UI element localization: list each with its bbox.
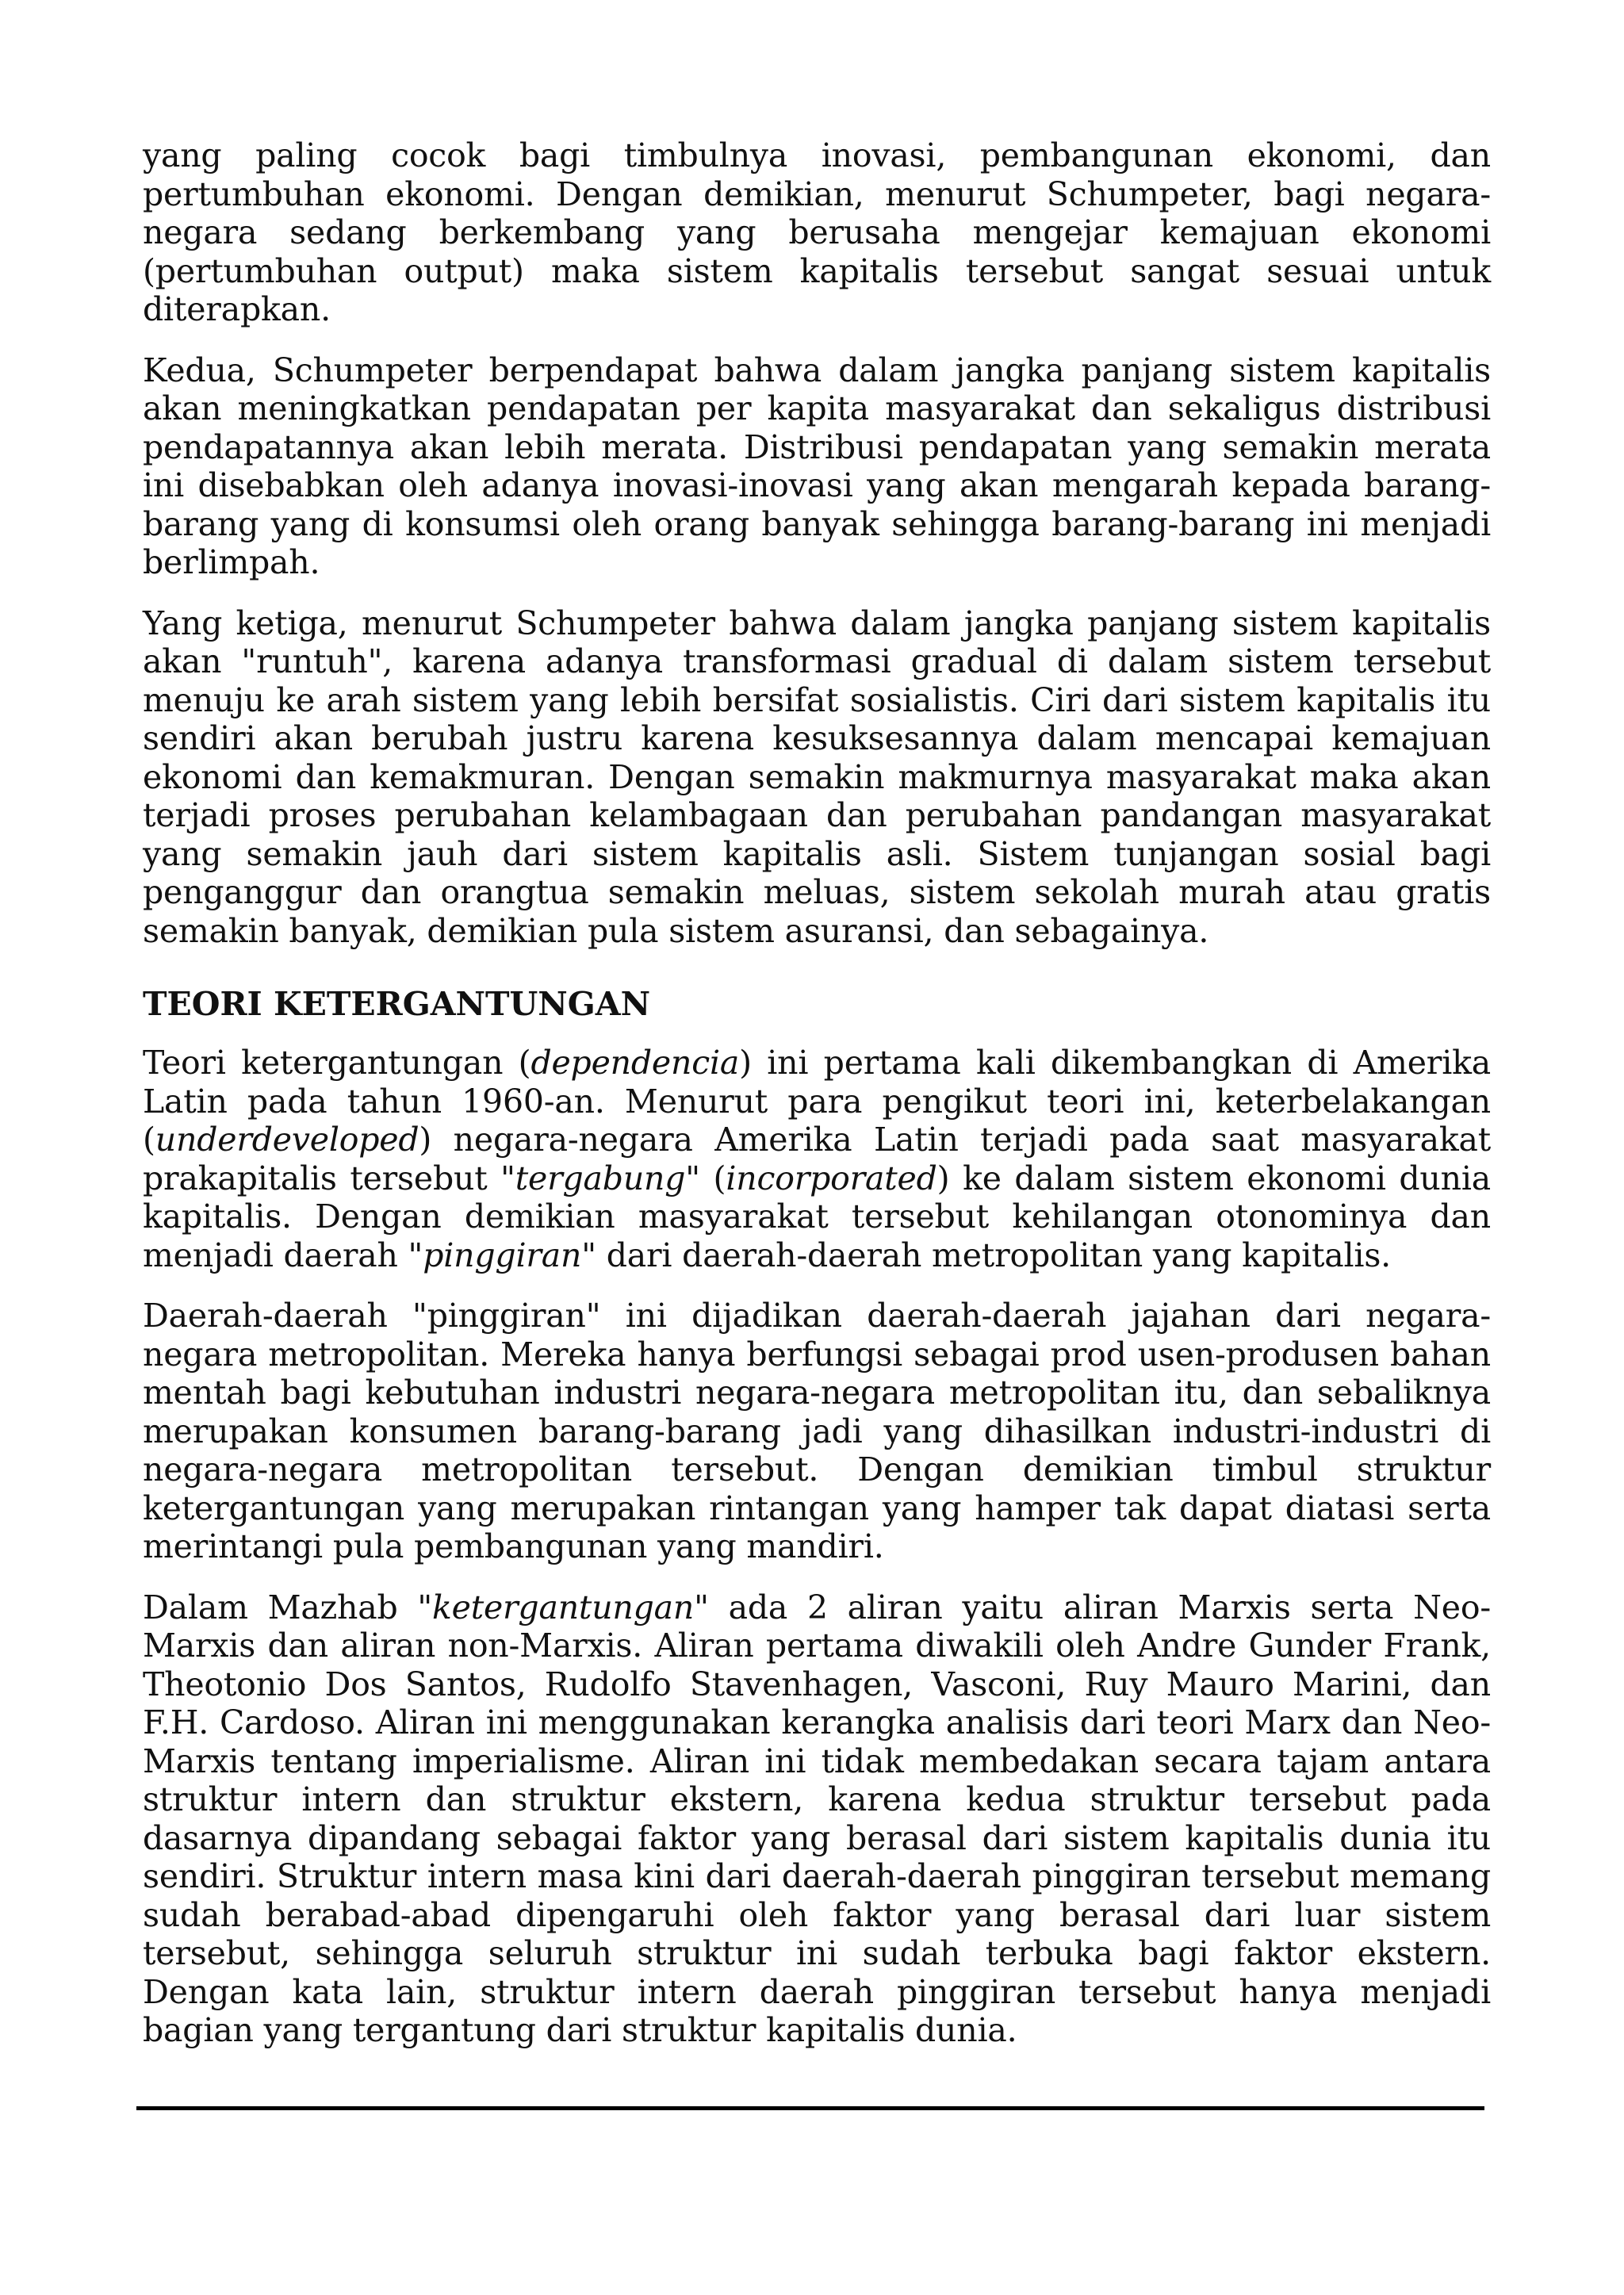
text-run: Dalam Mazhab " — [143, 1588, 432, 1626]
paragraph-pinggiran — [143, 1297, 1491, 1566]
italic-term: tergabung — [515, 1159, 686, 1197]
italic-term: underdeveloped — [155, 1121, 419, 1159]
section-heading: TEORI KETERGANTUNGAN — [143, 985, 651, 1023]
paragraph-schumpeter-ketiga — [143, 604, 1491, 951]
document-page — [143, 136, 1491, 2072]
italic-term: pinggiran — [423, 1236, 582, 1274]
text-run: Teori ketergantungan ( — [143, 1044, 531, 1082]
footer-divider — [136, 2106, 1484, 2110]
italic-term: incorporated — [726, 1159, 937, 1197]
text-run: Yang ketiga, menurut Schumpeter bahwa dalam jangka panjang sistem kapitalis akan "runtuh", karena adanya transformasi gradual di dalam sistem tersebut menuju ke arah sistem yang lebih bersifat sosialistis. Ciri dari sistem kapitalis itu sendiri akan berubah justru karena kesuksesannya dalam mencapai kemajuan ekonomi dan kemakmuran. Dengan semakin makmurnya masyarakat maka akan terjadi proses perubahan kelambagaan dan perubahan pandangan masyarakat yang semakin jauh dari sistem kapitalis asli. Sistem tunjangan sosial bagi penganggur dan orangtua semakin meluas, sistem sekolah murah atau gratis semakin banyak, demikian pula sistem asuransi, dan sebagainya. — [143, 603, 1491, 950]
text-run: Kedua, Schumpeter berpendapat bahwa dalam jangka panjang sistem kapitalis akan meningkatkan pendapatan per kapita masyarakat dan sekaligus distribusi pendapatannya akan lebih merata. Distribusi pendapatan yang semakin merata ini disebabkan oleh adanya inovasi-inovasi yang akan mengarah kepada barang-barang yang di konsumsi oleh orang banyak sehingga barang-barang ini menjadi berlimpah. — [143, 351, 1491, 581]
text-run: ) ini pertama kali dikembangkan di Amerika Latin pada tahun 1960-an. Menurut para pengikut teori ini, keterbelakangan ( — [143, 1044, 1491, 1159]
text-run: yang paling cocok bagi timbulnya inovasi, pembangunan ekonomi, dan pertumbuhan ekonomi. Dengan demikian, menurut Schumpeter, bagi negara-negara sedang berkembang yang berusaha mengejar kemajuan ekonomi (pertumbuhan output) maka sistem kapitalis tersebut sangat sesuai untuk diterapkan. — [143, 136, 1491, 328]
text-run: Daerah-daerah "pinggiran" ini dijadikan daerah-daerah jajahan dari negara-negara metropolitan. Mereka hanya berfungsi sebagai prod usen-produsen bahan mentah bagi kebutuhan industri negara-negara metropolitan itu, dan sebaliknya merupakan konsumen barang-barang jadi yang dihasilkan industri-industri di negara-negara metropolitan tersebut. Dengan demikian timbul struktur ketergantungan yang merupakan rintangan yang hamper tak dapat diatasi serta merintangi pula pembangunan yang mandiri. — [143, 1297, 1491, 1565]
paragraphs-bottom — [143, 1044, 1491, 2050]
paragraph-schumpeter-kedua — [143, 351, 1491, 582]
italic-term: ketergantungan — [431, 1588, 695, 1626]
text-run: " dari daerah-daerah metropolitan yang kapitalis. — [581, 1236, 1392, 1274]
paragraph-mazhab — [143, 1588, 1491, 2050]
text-run: ) negara-negara Amerika Latin terjadi pada saat masyarakat prakapitalis tersebut " — [143, 1121, 1491, 1197]
paragraph-schumpeter-first — [143, 136, 1491, 329]
text-run: " ( — [685, 1159, 726, 1197]
italic-term: dependencia — [530, 1044, 740, 1082]
text-run: ) ke dalam sistem ekonomi dunia kapitalis. Dengan demikian masyarakat tersebut kehilangan otonominya dan menjadi daerah " — [143, 1159, 1491, 1274]
paragraphs-top — [143, 136, 1491, 950]
paragraph-dependencia — [143, 1044, 1491, 1274]
text-run: " ada 2 aliran yaitu aliran Marxis serta Neo-Marxis dan aliran non-Marxis. Aliran pertama diwakili oleh Andre Gunder Frank, Theotonio Dos Santos, Rudolfo Stavenhagen, Vasconi, Ruy Mauro Marini, dan F.H. Cardoso. Aliran ini menggunakan kerangka analisis dari teori Marx dan Neo-Marxis tentang imperialisme. Aliran ini tidak membedakan secara tajam antara struktur intern dan struktur ekstern, karena kedua struktur tersebut pada dasarnya dipandang sebagai faktor yang berasal dari sistem kapitalis dunia itu sendiri. Struktur intern masa kini dari daerah-daerah pinggiran tersebut memang sudah berabad-abad dipengaruhi oleh faktor yang berasal dari luar sistem tersebut, sehingga seluruh struktur ini sudah terbuka bagi faktor ekstern. Dengan kata lain, struktur intern daerah pinggiran tersebut hanya menjadi bagian yang tergantung dari struktur kapitalis dunia. — [143, 1588, 1491, 2049]
